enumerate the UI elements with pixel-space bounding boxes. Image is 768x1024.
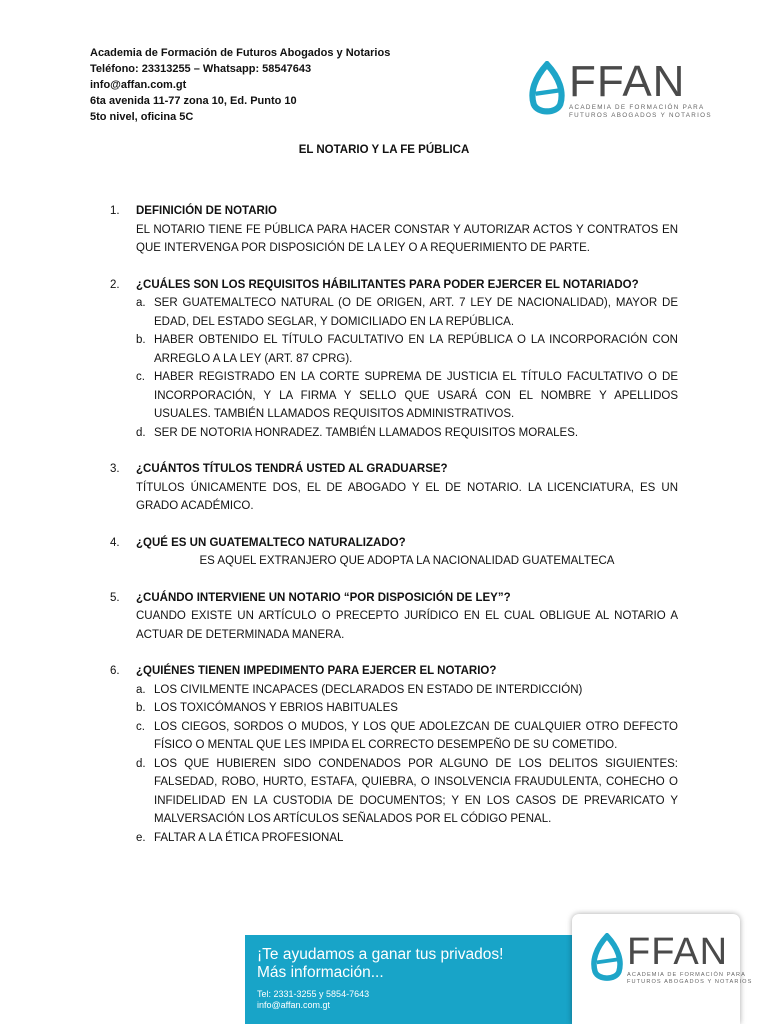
- promo-banner[interactable]: [245, 935, 580, 1024]
- academy-name: Academia de Formación de Futuros Abogados y Notarios: [90, 47, 391, 59]
- item-letter: a.: [136, 297, 146, 309]
- section-2-items: [110, 294, 678, 442]
- section-number: 1.: [110, 205, 120, 217]
- logo-tagline-1: ACADEMIA DE FORMACIÓN PARA: [627, 972, 746, 978]
- item-text: HABER OBTENIDO EL TÍTULO FACULTATIVO EN LA REPÚBLICA O LA INCORPORACIÓN CON ARREGLO A LA LEY (ART. 87 CPRG).: [154, 334, 678, 365]
- item-letter: c.: [136, 720, 145, 733]
- section-number: 4.: [110, 536, 120, 549]
- contact-header: [90, 45, 390, 125]
- section-question: ¿QUIÉNES TIENEN IMPEDIMENTO PARA EJERCER EL NOTARIO?: [136, 665, 497, 677]
- item-text: LOS QUE HUBIEREN SIDO CONDENADOS POR ALGUNO DE LOS DELITOS SIGUIENTES: FALSEDAD, ROBO, HURTO, ESTAFA, QUIEBRA, O INSOLVENCIA FRAUDULENTA, COHECHO O INFIDELIDAD EN LA CUSTODIA DE DOCUMENTOS; Y EN LOS CASOS DE PREVARICATO Y MALVERSACIÓN LOS ARTÍCULOS SEÑALADOS POR EL CÓDIGO PENAL.: [154, 757, 678, 825]
- list-item: [136, 681, 678, 700]
- list-item: [136, 829, 678, 848]
- item-text: SER GUATEMALTECO NATURAL (O DE ORIGEN, ART. 7 LEY DE NACIONALIDAD), MAYOR DE EDAD, DEL ESTADO SEGLAR, Y DOMICILIADO EN LA REPÚBLICA.: [154, 297, 678, 328]
- document-body: [110, 202, 678, 847]
- item-text: HABER REGISTRADO EN LA CORTE SUPREMA DE JUSTICIA EL TÍTULO FACULTATIVO O DE INCORPORACIÓN, Y LA FIRMA Y SELLO QUE USARÁ CON EL NOMBRE Y APELLIDOS USUALES. TAMBIÉN LLAMADOS REQUISITOS ADMINISTRATIVOS.: [154, 371, 678, 420]
- section-number: 6.: [110, 665, 120, 677]
- logo-tagline-1: ACADEMIA DE FORMACIÓN PARA: [569, 104, 705, 111]
- section-number: 5.: [110, 591, 120, 604]
- list-item: [136, 699, 678, 718]
- section-2: [110, 276, 678, 295]
- section-question: DEFINICIÓN DE NOTARIO: [136, 205, 277, 217]
- section-question: ¿QUÉ ES UN GUATEMALTECO NATURALIZADO?: [136, 536, 406, 549]
- phone-line: Teléfono: 23313255 – Whatsapp: 58547643: [90, 63, 312, 75]
- item-text: LOS CIVILMENTE INCAPACES (DECLARADOS EN ESTADO DE INTERDICCIÓN): [154, 683, 583, 696]
- item-letter: d.: [136, 426, 146, 439]
- affan-logo-footer: [590, 932, 752, 986]
- section-number: 3.: [110, 463, 120, 475]
- list-item: [136, 331, 678, 368]
- document-title: EL NOTARIO Y LA FE PÚBLICA: [298, 144, 470, 156]
- section-4: [110, 534, 678, 571]
- logo-tagline-2: FUTUROS ABOGADOS Y NOTARIOS: [627, 979, 753, 985]
- item-letter: b.: [136, 334, 146, 346]
- item-letter: d.: [136, 757, 146, 770]
- section-6-items: [110, 681, 678, 848]
- section-3: [110, 460, 678, 516]
- email-line[interactable]: info@affan.com.gt: [90, 79, 187, 91]
- list-item: [136, 368, 678, 424]
- list-item: [136, 755, 678, 829]
- affan-a-mark-icon: [590, 933, 624, 985]
- address-line: 6ta avenida 11-77 zona 10, Ed. Punto 10: [90, 95, 297, 107]
- item-letter: e.: [136, 831, 146, 844]
- banner-more-info: Más información...: [257, 964, 384, 981]
- banner-email[interactable]: info@affan.com.gt: [257, 1000, 331, 1010]
- section-6: [110, 662, 678, 681]
- banner-phone: Tel: 2331-3255 y 5854-7643: [257, 989, 370, 999]
- item-text: LOS TOXICÓMANOS Y EBRIOS HABITUALES: [154, 702, 398, 714]
- item-text: FALTAR A LA ÉTICA PROFESIONAL: [154, 831, 344, 844]
- section-question: ¿CUÁNTOS TÍTULOS TENDRÁ USTED AL GRADUARSE?: [136, 463, 448, 475]
- banner-headline: ¡Te ayudamos a ganar tus privados!: [257, 946, 504, 963]
- section-5: [110, 589, 678, 645]
- section-answer: CUANDO EXISTE UN ARTÍCULO O PRECEPTO JURÍDICO EN EL CUAL OBLIGUE AL NOTARIO A ACTUAR DE DETERMINADA MANERA.: [136, 610, 678, 641]
- section-number: 2.: [110, 278, 120, 291]
- section-question: ¿CUÁLES SON LOS REQUISITOS HÁBILITANTES PARA PODER EJERCER EL NOTARIADO?: [136, 278, 639, 291]
- item-letter: a.: [136, 683, 146, 696]
- logo-wordmark: FFAN: [627, 931, 729, 973]
- list-item: [136, 718, 678, 755]
- list-item: [136, 424, 678, 443]
- item-letter: c.: [136, 371, 145, 383]
- section-answer: EL NOTARIO TIENE FE PÚBLICA PARA HACER CONSTAR Y AUTORIZAR ACTOS Y CONTRATOS EN QUE INTERVENGA POR DISPOSICIÓN DE LA LEY O A REQUERIMIENTO DE PARTE.: [136, 223, 678, 254]
- section-answer: ES AQUEL EXTRANJERO QUE ADOPTA LA NACIONALIDAD GUATEMALTECA: [199, 555, 615, 567]
- item-text: LOS CIEGOS, SORDOS O MUDOS, Y LOS QUE ADOLEZCAN DE CUALQUIER OTRO DEFECTO FÍSICO O MENTAL QUE LES IMPIDA EL CORRECTO DESEMPEÑO DE SU COMETIDO.: [154, 720, 678, 751]
- logo-tagline-2: FUTUROS ABOGADOS Y NOTARIOS: [569, 112, 712, 119]
- item-text: SER DE NOTORIA HONRADEZ. TAMBIÉN LLAMADOS REQUISITOS MORALES.: [154, 426, 579, 439]
- affan-logo: [528, 57, 712, 120]
- list-item: [136, 294, 678, 331]
- section-1: [110, 202, 678, 258]
- affan-a-mark-icon: [528, 61, 566, 119]
- section-answer: TÍTULOS ÚNICAMENTE DOS, EL DE ABOGADO Y EL DE NOTARIO. LA LICENCIATURA, ES UN GRADO ACADÉMICO.: [136, 481, 678, 512]
- item-letter: b.: [136, 702, 146, 714]
- section-question: ¿CUÁNDO INTERVIENE UN NOTARIO “POR DISPOSICIÓN DE LEY”?: [136, 591, 511, 604]
- footer-logo-card: [572, 914, 753, 1024]
- office-line: 5to nivel, oficina 5C: [90, 111, 194, 123]
- logo-wordmark: FFAN: [569, 57, 686, 106]
